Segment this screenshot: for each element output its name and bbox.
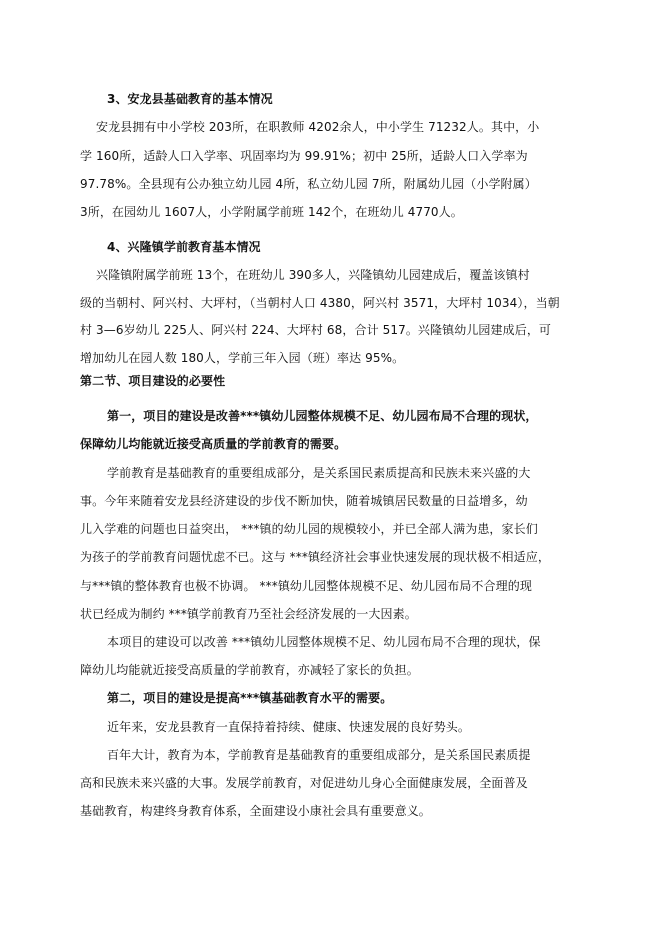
- point1-para1-line-6: 状已经成为制约 ***镇学前教育乃至社会经济发展的一大因素。: [80, 607, 417, 621]
- section3-line-3: 97.78%。全县现有公办独立幼儿园 4所，私立幼儿园 7所，附属幼儿园（小学附属）: [80, 177, 537, 191]
- point2-heading: 第二，项目的建设是提高***镇基础教育水平的需要。: [107, 691, 393, 705]
- section3-line-2: 学 160所，适龄人口入学率、巩固率均为 99.91%；初中 25所，适龄人口入学率为: [80, 149, 528, 163]
- point1-para1-line-5: 与***镇的整体教育也极不协调。 ***镇幼儿园整体规模不足、幼儿园布局不合理的现: [80, 579, 532, 593]
- section4-heading: 4、兴隆镇学前教育基本情况: [107, 240, 261, 254]
- section3-heading: 3、安龙县基础教育的基本情况: [107, 92, 273, 106]
- section4-line-3: 村 3—6岁幼儿 225人、阿兴村 224、大坪村 68，合计 517。兴隆镇幼儿园建成后，可: [80, 323, 552, 337]
- point1-para1-line-2: 事。今年来随着安龙县经济建设的步伐不断加快，随着城镇居民数量的日益增多，幼: [80, 494, 528, 508]
- point1-para2-line-2: 障幼儿均能就近接受高质量的学前教育，亦减轻了家长的负担。: [80, 663, 419, 677]
- point1-para2-line-1: 本项目的建设可以改善 ***镇幼儿园整体规模不足、幼儿园布局不合理的现状，保: [107, 635, 541, 649]
- section4-line-1: 兴隆镇附属学前班 13个，在班幼儿 390多人，兴隆镇幼儿园建成后，覆盖该镇村: [96, 268, 530, 282]
- point1-heading-line-1: 第一，项目的建设是改善***镇幼儿园整体规模不足、幼儿园布局不合理的现状，: [107, 409, 538, 423]
- point1-heading-line-2: 保障幼儿均能就近接受高质量的学前教育的需要。: [80, 437, 347, 451]
- section4-line-4: 增加幼儿在园人数 180人，学前三年入园（班）率达 95%。: [80, 351, 405, 365]
- point2-para1: 近年来，安龙县教育一直保持着持续、健康、快速发展的良好势头。: [107, 720, 471, 734]
- point2-para2-line-1: 百年大计，教育为本，学前教育是基础教育的重要组成部分，是关系国民素质提: [107, 748, 531, 762]
- point2-para2-line-3: 基础教育，构建终身教育体系，全面建设小康社会具有重要意义。: [80, 804, 431, 818]
- section3-line-4: 3所，在园幼儿 1607人，小学附属学前班 142个，在班幼儿 4770人。: [80, 205, 463, 219]
- section4-line-2: 级的当朝村、阿兴村、大坪村，（当朝村人口 4380，阿兴村 3571，大坪村 1034），当朝: [80, 296, 560, 310]
- point1-para1-line-4: 为孩子的学前教育问题忧虑不已。这与 ***镇经济社会事业快速发展的现状极不相适应，: [80, 550, 550, 564]
- section2-heading: 第二节、项目建设的必要性: [80, 374, 226, 388]
- point1-para1-line-3: 儿入学难的问题也日益突出， ***镇的幼儿园的规模较小，并已全部人满为患，家长们: [80, 522, 538, 536]
- point2-para2-line-2: 高和民族未来兴盛的大事。发展学前教育，对促进幼儿身心全面健康发展，全面普及: [80, 776, 528, 790]
- section3-line-1: 安龙县拥有中小学校 203所，在职教师 4202余人，中小学生 71232人。其中，小: [96, 120, 540, 134]
- point1-para1-line-1: 学前教育是基础教育的重要组成部分，是关系国民素质提高和民族未来兴盛的大: [107, 466, 531, 480]
